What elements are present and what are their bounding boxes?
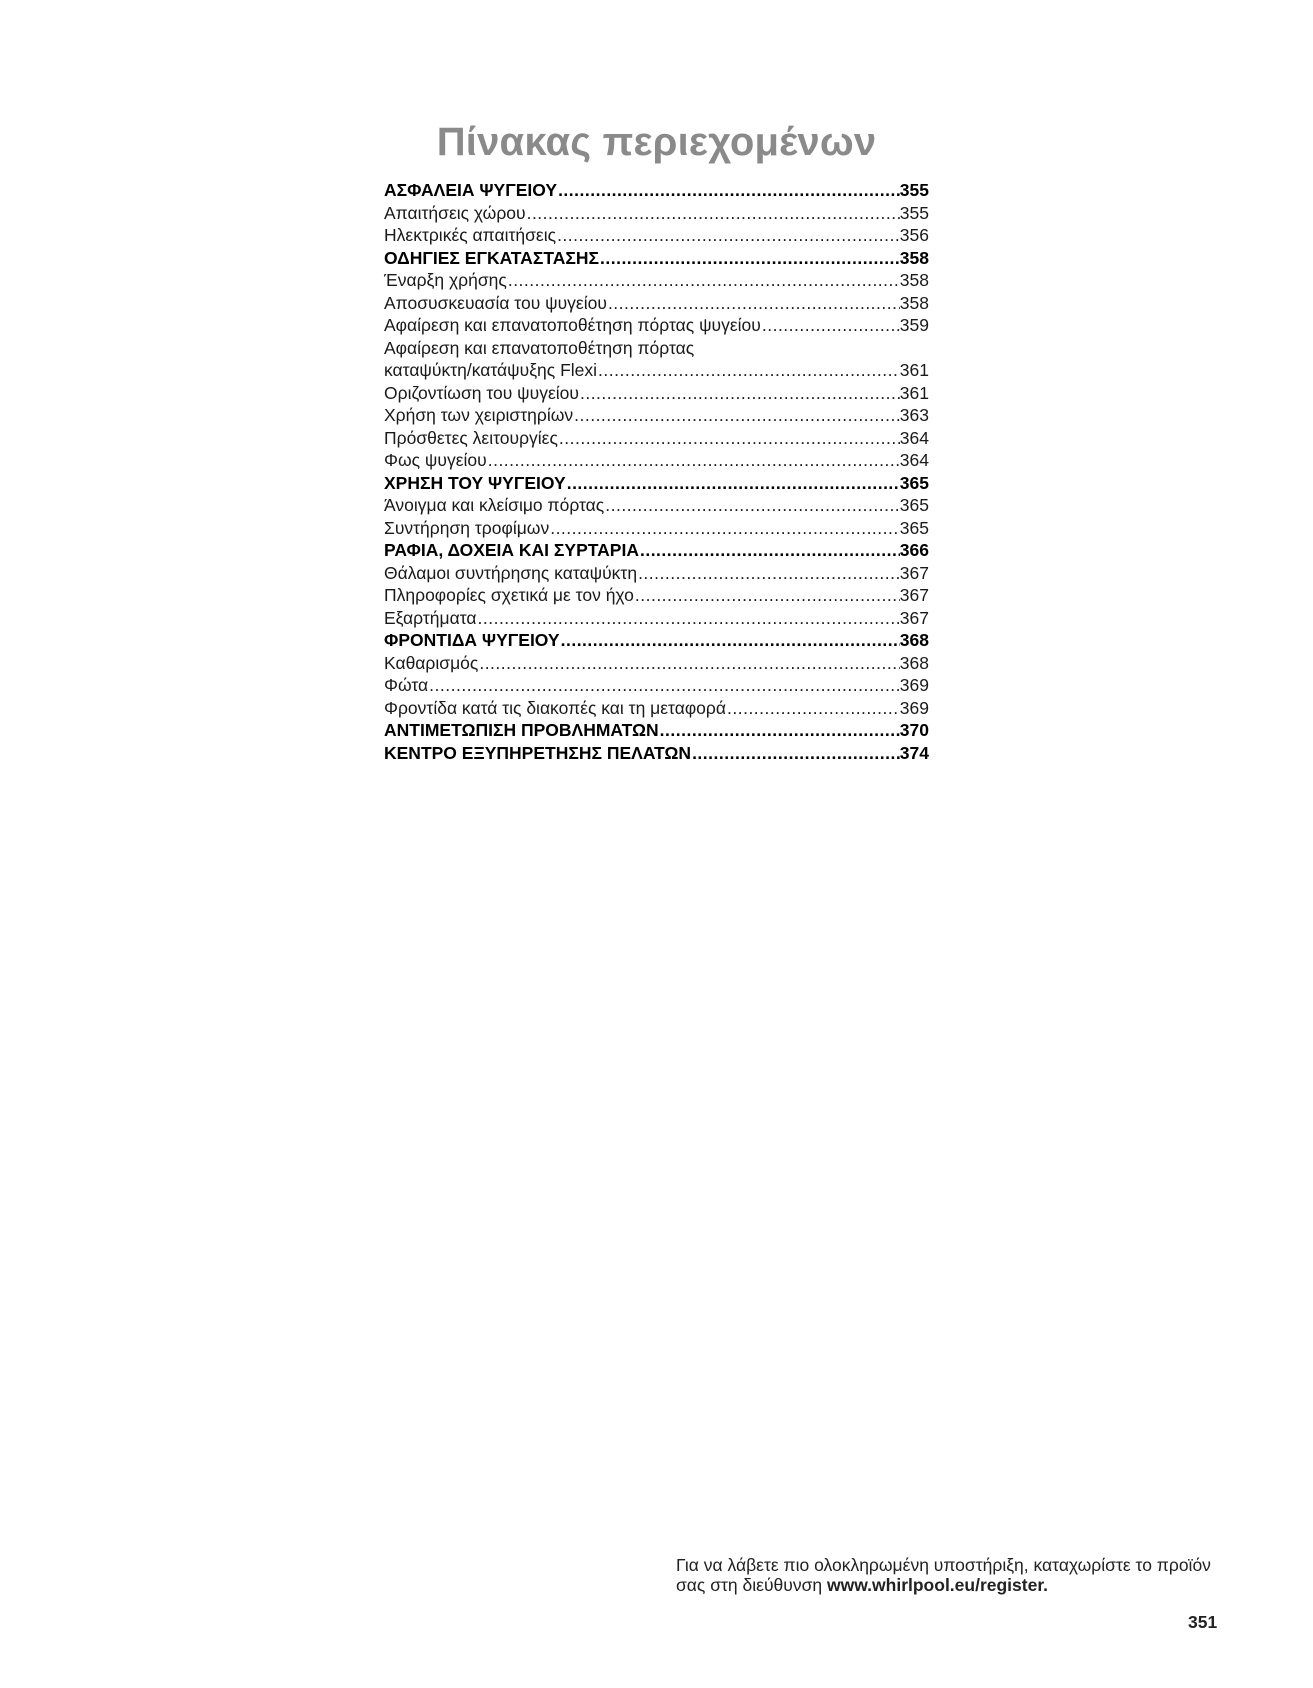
dot-leader	[560, 629, 900, 652]
toc-page-number: 368	[899, 630, 929, 650]
toc-section-entry[interactable]	[384, 179, 929, 202]
toc-page-number: 369	[899, 675, 929, 695]
page-number: 351	[1188, 1612, 1218, 1632]
toc-section-entry[interactable]	[384, 472, 929, 495]
dot-leader	[507, 269, 900, 292]
dot-leader	[579, 382, 900, 405]
toc-entry[interactable]	[384, 269, 929, 292]
toc-page-number: 367	[899, 607, 929, 628]
toc-entry-label: Φώτα	[384, 675, 429, 695]
toc-entry-label: Άνοιγμα και κλείσιμο πόρτας	[384, 495, 605, 515]
toc-page-number: 365	[899, 472, 929, 493]
toc-entry-label: Αποσυσκευασία του ψυγείου	[384, 292, 607, 313]
toc-entry[interactable]	[384, 652, 929, 675]
toc-section-entry[interactable]	[384, 539, 929, 562]
dot-leader	[573, 404, 900, 427]
registration-note-text: Για να λάβετε πιο ολοκληρωμένη υποστήριξη, καταχωρίστε το προϊόν σας στη διεύθυνση	[676, 1555, 1211, 1595]
dot-leader	[428, 674, 900, 697]
toc-entry-label: ΚΕΝΤΡΟ ΕΞΥΠΗΡΕΤΗΣΗΣ ΠΕΛΑΤΩΝ	[384, 742, 692, 763]
toc-entry-label: Αφαίρεση και επανατοποθέτηση πόρτας ψυγείου	[384, 315, 761, 335]
toc-entry-label: Χρήση των χειριστηρίων	[384, 405, 574, 425]
dot-leader	[557, 179, 900, 202]
toc-entry[interactable]	[384, 292, 929, 315]
toc-page-number: 363	[899, 405, 929, 425]
toc-entry[interactable]	[384, 427, 929, 450]
toc-entry-label: καταψύκτη/κατάψυξης Flexi	[384, 360, 598, 380]
dot-leader	[639, 539, 900, 562]
toc-page-number: 355	[899, 202, 929, 223]
registration-note	[676, 1555, 1216, 1595]
toc-entry[interactable]	[384, 202, 929, 225]
page-title: Πίνακας περιεχομένων	[436, 120, 877, 164]
toc-section-entry[interactable]	[384, 742, 929, 765]
toc-entry[interactable]	[384, 584, 929, 607]
table-of-contents	[384, 179, 929, 764]
toc-entry-label: ΧΡΗΣΗ ΤΟΥ ΨΥΓΕΙΟΥ	[384, 472, 566, 493]
dot-leader	[726, 697, 900, 720]
toc-section-entry[interactable]	[384, 719, 929, 742]
dot-leader	[558, 427, 900, 450]
toc-entry[interactable]	[384, 697, 929, 720]
toc-entry[interactable]	[384, 674, 929, 697]
toc-entry-label: Εξαρτήματα	[384, 607, 477, 628]
toc-entry[interactable]	[384, 449, 929, 472]
toc-entry[interactable]	[384, 382, 929, 405]
toc-page-number: 361	[899, 360, 929, 380]
toc-page-number: 359	[899, 315, 929, 335]
toc-entry-label: Οριζοντίωση του ψυγείου	[384, 382, 579, 403]
toc-entry-label: Έναρξη χρήσης	[384, 270, 507, 290]
toc-page-number: 366	[899, 540, 929, 560]
dot-leader	[478, 652, 899, 675]
toc-section-entry[interactable]	[384, 247, 929, 270]
toc-page-number: 356	[899, 225, 929, 245]
toc-entry-label: Πληροφορίες σχετικά με τον ήχο	[384, 585, 634, 605]
toc-entry[interactable]	[384, 517, 929, 540]
dot-leader	[566, 472, 900, 495]
toc-entry[interactable]	[384, 314, 929, 337]
toc-entry-label: Θάλαμοι συντήρησης καταψύκτη	[384, 562, 638, 583]
toc-page-number: 355	[899, 180, 929, 200]
dot-leader	[607, 292, 900, 315]
toc-page-number: 367	[899, 562, 929, 583]
toc-entry[interactable]	[384, 494, 929, 517]
toc-page-number: 370	[899, 720, 929, 740]
toc-page-number: 365	[899, 495, 929, 515]
dot-leader	[477, 607, 900, 630]
toc-entry-label: ΦΡΟΝΤΙΔΑ ΨΥΓΕΙΟΥ	[384, 630, 560, 650]
toc-page-number: 368	[899, 652, 929, 673]
toc-entry-label: Φροντίδα κατά τις διακοπές και τη μεταφορά	[384, 697, 726, 718]
toc-entry-label: Αφαίρεση και επανατοποθέτηση πόρτας	[384, 337, 695, 358]
toc-page-number: 358	[899, 247, 929, 268]
toc-entry[interactable]	[384, 562, 929, 585]
dot-leader	[761, 314, 900, 337]
toc-page-number: 369	[899, 697, 929, 718]
toc-entry-line[interactable]	[384, 337, 929, 360]
toc-entry-label: ΑΣΦΑΛΕΙΑ ΨΥΓΕΙΟΥ	[384, 180, 558, 200]
dot-leader	[597, 359, 900, 382]
dot-leader	[604, 494, 900, 517]
toc-page-number: 367	[899, 585, 929, 605]
toc-page-number: 364	[899, 427, 929, 448]
dot-leader	[549, 517, 900, 540]
toc-entry-label: Απαιτήσεις χώρου	[384, 202, 526, 223]
registration-url[interactable]: www.whirlpool.eu/register.	[826, 1575, 1049, 1595]
toc-entry[interactable]	[384, 404, 929, 427]
toc-entry-label: Φως ψυγείου	[384, 450, 487, 470]
toc-page-number: 361	[899, 382, 929, 403]
toc-page-number: 364	[899, 450, 929, 470]
dot-leader	[556, 224, 900, 247]
dot-leader	[637, 562, 900, 585]
toc-entry-label: ΡΑΦΙΑ, ΔΟΧΕΙΑ ΚΑΙ ΣΥΡΤΑΡΙΑ	[384, 540, 639, 560]
dot-leader	[599, 247, 900, 270]
toc-entry-label: Συντήρηση τροφίμων	[384, 517, 550, 538]
dot-leader	[691, 742, 900, 765]
toc-entry[interactable]	[384, 607, 929, 630]
dot-leader	[634, 584, 900, 607]
dot-leader	[659, 719, 900, 742]
toc-entry-label: Ηλεκτρικές απαιτήσεις	[384, 225, 557, 245]
toc-page-number: 358	[899, 292, 929, 313]
toc-page-number: 358	[899, 270, 929, 290]
toc-entry-label: Πρόσθετες λειτουργίες	[384, 427, 558, 448]
toc-entry-label: ΟΔΗΓΙΕΣ ΕΓΚΑΤΑΣΤΑΣΗΣ	[384, 247, 599, 268]
dot-leader	[487, 449, 900, 472]
toc-entry[interactable]	[384, 224, 929, 247]
toc-entry-label: ΑΝΤΙΜΕΤΩΠΙΣΗ ΠΡΟΒΛΗΜΑΤΩΝ	[384, 720, 659, 740]
toc-entry-label: Καθαρισμός	[384, 652, 479, 673]
toc-entry[interactable]	[384, 359, 929, 382]
toc-page-number: 374	[899, 742, 929, 763]
toc-page-number: 365	[899, 517, 929, 538]
toc-section-entry[interactable]	[384, 629, 929, 652]
dot-leader	[526, 202, 900, 225]
